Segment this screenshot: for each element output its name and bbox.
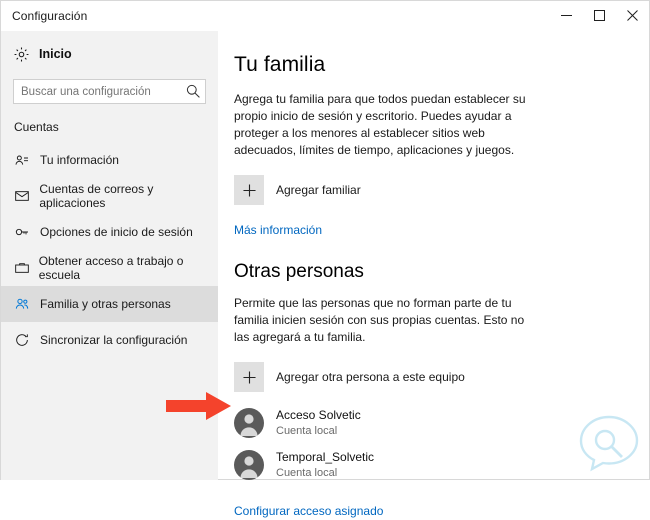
sidebar-item-label: Sincronizar la configuración <box>40 333 188 347</box>
title-bar <box>1 1 649 31</box>
section-spacer <box>234 239 623 261</box>
page-title: Tu familia <box>234 53 326 76</box>
gear-icon <box>13 46 39 63</box>
more-info-link[interactable]: Más información <box>234 223 323 237</box>
search-input[interactable] <box>13 79 206 104</box>
list-item[interactable] <box>234 408 623 438</box>
sidebar-item-label: Obtener acceso a trabajo o escuela <box>38 254 184 282</box>
sidebar-item-sincronizar-configuracion[interactable] <box>1 322 218 358</box>
person-icon <box>234 450 264 480</box>
sidebar-item-familia-y-otras-personas[interactable] <box>1 286 218 322</box>
user-info <box>276 450 374 480</box>
close-icon <box>627 10 638 21</box>
plus-icon <box>234 362 264 392</box>
sidebar-group-label: Cuentas <box>14 120 59 134</box>
user-name: Acceso Solvetic <box>276 408 361 422</box>
search-icon[interactable] <box>185 83 201 99</box>
avatar <box>234 408 264 438</box>
plus-icon <box>234 175 264 205</box>
add-other-person-button[interactable] <box>234 362 623 392</box>
family-description: Agrega tu familia para que todos puedan establecer su propio inicio de sesión y escritorio. Puedes ayudar a proteger a los menores al establecer sitios web adecuados, límites de tiempo, aplicaciones y juegos. <box>234 92 526 157</box>
sidebar-item-label: Opciones de inicio de sesión <box>40 225 193 239</box>
sidebar-item-label: Familia y otras personas <box>40 297 171 311</box>
sidebar-item-cuentas-correos[interactable] <box>1 178 218 214</box>
add-other-person-label: Agregar otra persona a este equipo <box>276 370 465 384</box>
sync-icon <box>14 332 38 348</box>
user-account-type: Cuenta local <box>276 467 338 479</box>
add-family-member-label: Agregar familiar <box>276 183 361 197</box>
briefcase-icon <box>14 260 37 276</box>
sidebar-item-label: Cuentas de correos y aplicaciones <box>39 182 154 210</box>
sidebar-home-label: Inicio <box>39 47 72 61</box>
avatar <box>234 450 264 480</box>
person-icon <box>234 408 264 438</box>
close-button[interactable] <box>616 1 649 31</box>
mail-icon <box>14 188 37 204</box>
sidebar-item-home[interactable] <box>1 35 218 73</box>
other-people-description: Permite que las personas que no forman parte de tu familia inicien sesión con sus propias cuentas. Esto no las agregará a tu familia. <box>234 296 525 344</box>
other-people-title: Otras personas <box>234 261 364 282</box>
user-info <box>276 408 361 438</box>
maximize-icon <box>594 10 605 21</box>
sidebar-item-acceso-trabajo-escuela[interactable] <box>1 250 218 286</box>
user-name: Temporal_Solvetic <box>276 450 375 464</box>
list-spacer <box>234 492 623 502</box>
sidebar-item-label: Tu información <box>40 153 119 167</box>
search-box[interactable] <box>13 79 206 104</box>
list-item[interactable] <box>234 450 623 480</box>
window-title: Configuración <box>12 8 88 23</box>
window-controls <box>550 1 649 31</box>
sidebar-item-tu-informacion[interactable] <box>1 142 218 178</box>
assigned-access-link[interactable]: Configurar acceso asignado <box>234 504 384 518</box>
key-icon <box>14 224 38 240</box>
sidebar-item-opciones-inicio-sesion[interactable] <box>1 214 218 250</box>
user-account-type: Cuenta local <box>276 425 338 437</box>
window-body <box>1 31 649 518</box>
annotation-arrow-icon <box>166 391 232 421</box>
minimize-button[interactable] <box>550 1 583 31</box>
minimize-icon <box>561 10 572 21</box>
person-card-icon <box>14 152 38 168</box>
maximize-button[interactable] <box>583 1 616 31</box>
add-family-member-button[interactable] <box>234 175 623 205</box>
watermark-logo-icon <box>577 411 641 475</box>
people-icon <box>14 296 38 312</box>
